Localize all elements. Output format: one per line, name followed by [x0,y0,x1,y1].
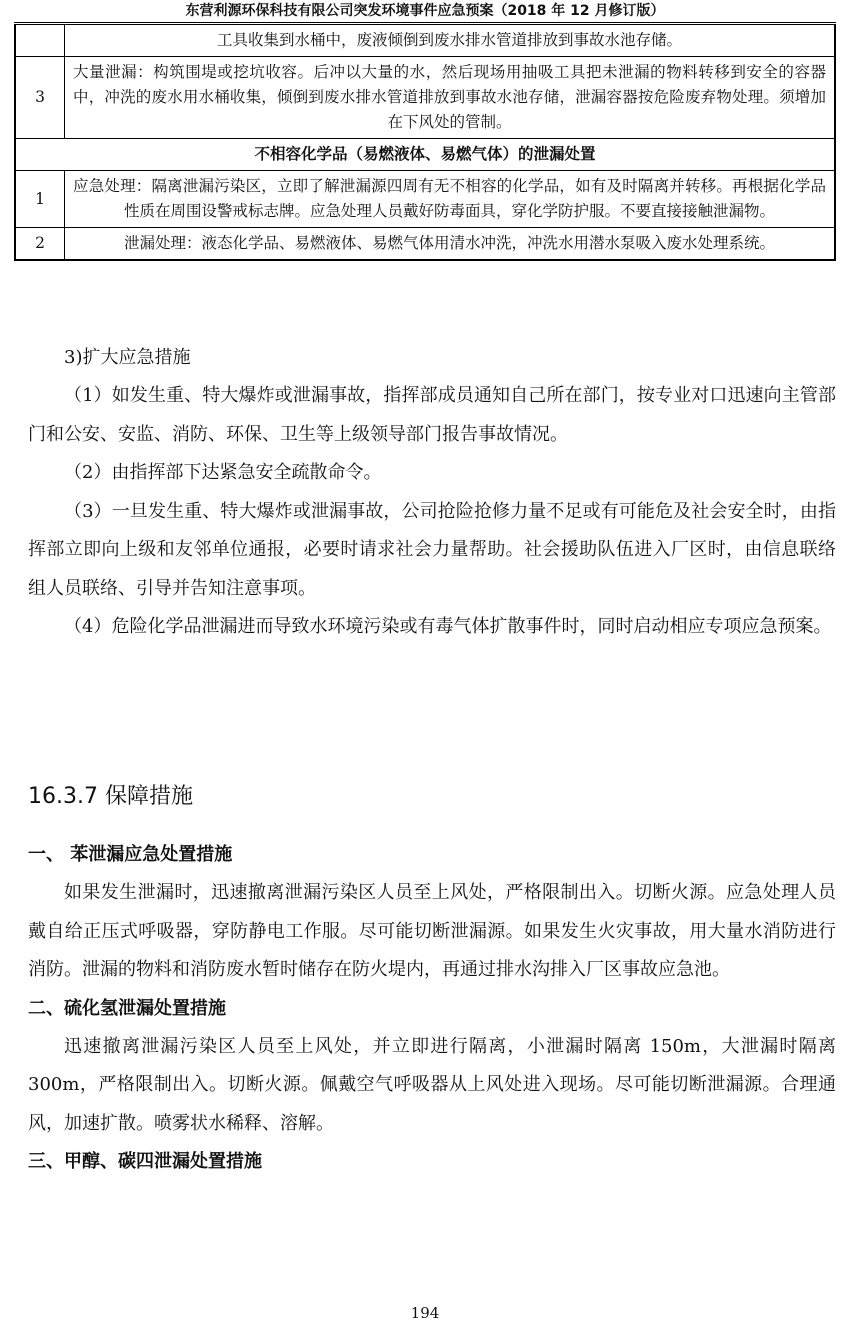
benzene-text: 如果发生泄漏时，迅速撤离泄漏污染区人员至上风处，严格限制出入。切断火源。应急处理人员戴自给正压式呼吸器，穿防静电工作服。尽可能切断泄漏源。如果发生火灾事故，用大量水消防进行消防。泄漏的物料和消防废水暂时储存在防火堤内，再通过排水沟排入厂区事故应急池。 [28,882,836,980]
row-description: 应急处理：隔离泄漏污染区，立即了解泄漏源四周有无不相容的化学品，如有及时隔离并转移。再根据化学品性质在周围设警戒标志牌。应急处理人员戴好防毒面具，穿化学防护服。不要直接接触泄漏物。 [65,171,836,228]
row-number: 1 [15,171,65,228]
table-row [15,171,835,228]
expand-item-3: （3）一旦发生重、特大爆炸或泄漏事故，公司抢险抢修力量不足或有可能危及社会安全时，由指挥部立即向上级和友邻单位通报，必要时请求社会力量帮助。社会援助队伍进入厂区时，由信息联络组人员联络、引导并告知注意事项。 [28,500,836,599]
page-header: 东营利源环保科技有限公司突发环境事件应急预案（2018 年 12 月修订版） [185,3,665,19]
expand-item-2: （2）由指挥部下达紧急安全疏散命令。 [64,462,382,483]
row-number [15,25,65,57]
table-row [15,25,835,57]
leak-handling-table [14,24,836,261]
h2s-heading: 二、硫化氢泄漏处置措施 [28,997,226,1019]
row-number: 2 [15,228,65,261]
header-divider [14,22,836,23]
expand-item-4: （4）危险化学品泄漏进而导致水环境污染或有毒气体扩散事件时，同时启动相应专项应急预案。 [64,616,832,637]
expand-item-1: （1）如发生重、特大爆炸或泄漏事故，指挥部成员通知自己所在部门，按专业对口迅速向主管部门和公安、安监、消防、环保、卫生等上级领导部门报告事故情况。 [28,385,836,445]
methanol-c4-heading: 三、甲醇、碳四泄漏处置措施 [28,1151,262,1172]
section-title: 16.3.7 保障措施 [28,784,193,809]
section-16-3-7 [28,780,836,1181]
page-number: 194 [410,1304,440,1322]
h2s-text: 迅速撤离泄漏污染区人员至上风处，并立即进行隔离，小泄漏时隔离 150m，大泄漏时隔离 300m，严格限制出入。切断火源。佩戴空气呼吸器从上风处进入现场。尽可能切断泄漏源。合理通风，加速扩散。喷雾状水稀释、溶解。 [28,1035,836,1134]
benzene-heading: 一、 苯泄漏应急处置措施 [28,844,233,865]
row-number: 3 [15,57,65,139]
table-section-row [15,139,835,171]
row-description: 大量泄漏：构筑围堤或挖坑收容。后冲以大量的水，然后现场用抽吸工具把未泄漏的物料转移到安全的容器中，冲洗的废水用水桶收集，倾倒到废水排水管道排放到事故水池存储，泄漏容器按危险废弃物处理。须增加在下风处的管制。 [65,57,836,139]
expand-measures-heading: 3)扩大应急措施 [64,347,191,368]
expand-measures [28,339,836,647]
table-row [15,57,835,139]
table-section-title: 不相容化学品（易燃液体、易燃气体）的泄漏处置 [15,139,835,171]
table-row [15,228,835,261]
row-description: 泄漏处理：液态化学品、易燃液体、易燃气体用清水冲洗，冲洗水用潜水泵吸入废水处理系统。 [65,228,836,261]
row-description: 工具收集到水桶中，废液倾倒到废水排水管道排放到事故水池存储。 [65,25,836,57]
